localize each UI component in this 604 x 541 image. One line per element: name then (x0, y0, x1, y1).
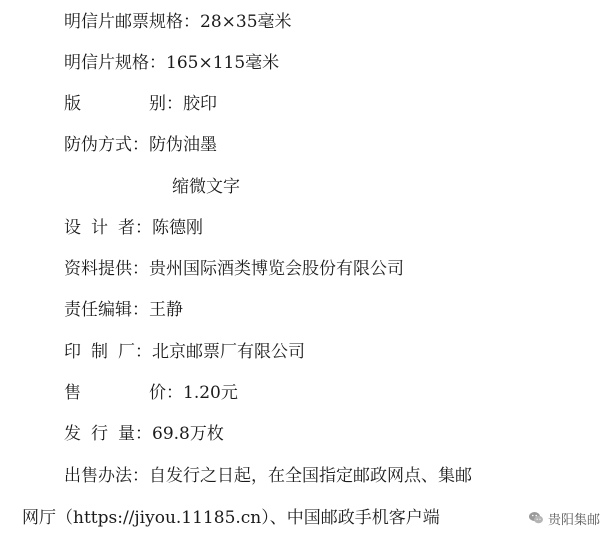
sale-method-continued-line (22, 507, 440, 529)
printer-label-char-2: 制 (91, 342, 108, 362)
anti-fake-value-ink: 防伪油墨 (149, 135, 217, 155)
edition-label-first-char: 版 (64, 94, 81, 114)
designer-label-char-2: 计 (91, 218, 108, 238)
designer-label-char-3: 者： (118, 218, 152, 238)
price-label-char-1: 售 (64, 383, 81, 403)
edition-value: 胶印 (183, 94, 217, 114)
anti-fake-line (64, 134, 217, 156)
printer-label-char-1: 印 (64, 342, 81, 362)
postcard-stamp-spec-line (64, 11, 292, 33)
edition-line (64, 93, 217, 115)
sale-value-continued: 网厅（https://jiyou.11185.cn）、中国邮政手机客户端 (22, 508, 440, 528)
watermark (498, 500, 604, 536)
sale-label: 出售办法： (64, 466, 149, 486)
editor-value: 王静 (149, 300, 183, 320)
printer-value: 北京邮票厂有限公司 (152, 342, 305, 362)
anti-fake-label: 防伪方式： (64, 135, 149, 155)
editor-label: 责任编辑： (64, 300, 149, 320)
provider-line (64, 258, 404, 280)
issue-label-char-1: 发 (64, 424, 81, 444)
anti-fake-continuation-line (172, 176, 240, 198)
anti-fake-value-microtext: 缩微文字 (172, 177, 240, 197)
postcard-stamp-spec-text: 明信片邮票规格：28×35毫米 (64, 12, 292, 32)
issue-value: 69.8万枚 (152, 424, 224, 444)
designer-label-char-1: 设 (64, 218, 81, 238)
wechat-icon (528, 510, 544, 526)
sale-value: 自发行之日起，在全国指定邮政网点、集邮 (149, 466, 472, 486)
editor-line (64, 299, 183, 321)
designer-line (64, 217, 203, 239)
printer-label-char-3: 厂： (118, 342, 152, 362)
price-label-rest: 价： (149, 383, 183, 403)
printer-line (64, 341, 305, 363)
watermark-text: 贵阳集邮 (547, 512, 600, 528)
price-value: 1.20元 (183, 383, 238, 403)
designer-value: 陈德刚 (152, 218, 203, 238)
sale-method-line (64, 465, 472, 487)
postcard-spec-text: 明信片规格：165×115毫米 (64, 53, 280, 73)
issue-quantity-line (64, 423, 224, 445)
issue-label-char-3: 量： (118, 424, 152, 444)
issue-label-char-2: 行 (91, 424, 108, 444)
price-line (64, 382, 238, 404)
provider-label: 资料提供： (64, 259, 149, 279)
postcard-spec-line (64, 52, 279, 74)
provider-value: 贵州国际酒类博览会股份有限公司 (149, 259, 404, 279)
edition-label-rest: 别： (149, 94, 183, 114)
